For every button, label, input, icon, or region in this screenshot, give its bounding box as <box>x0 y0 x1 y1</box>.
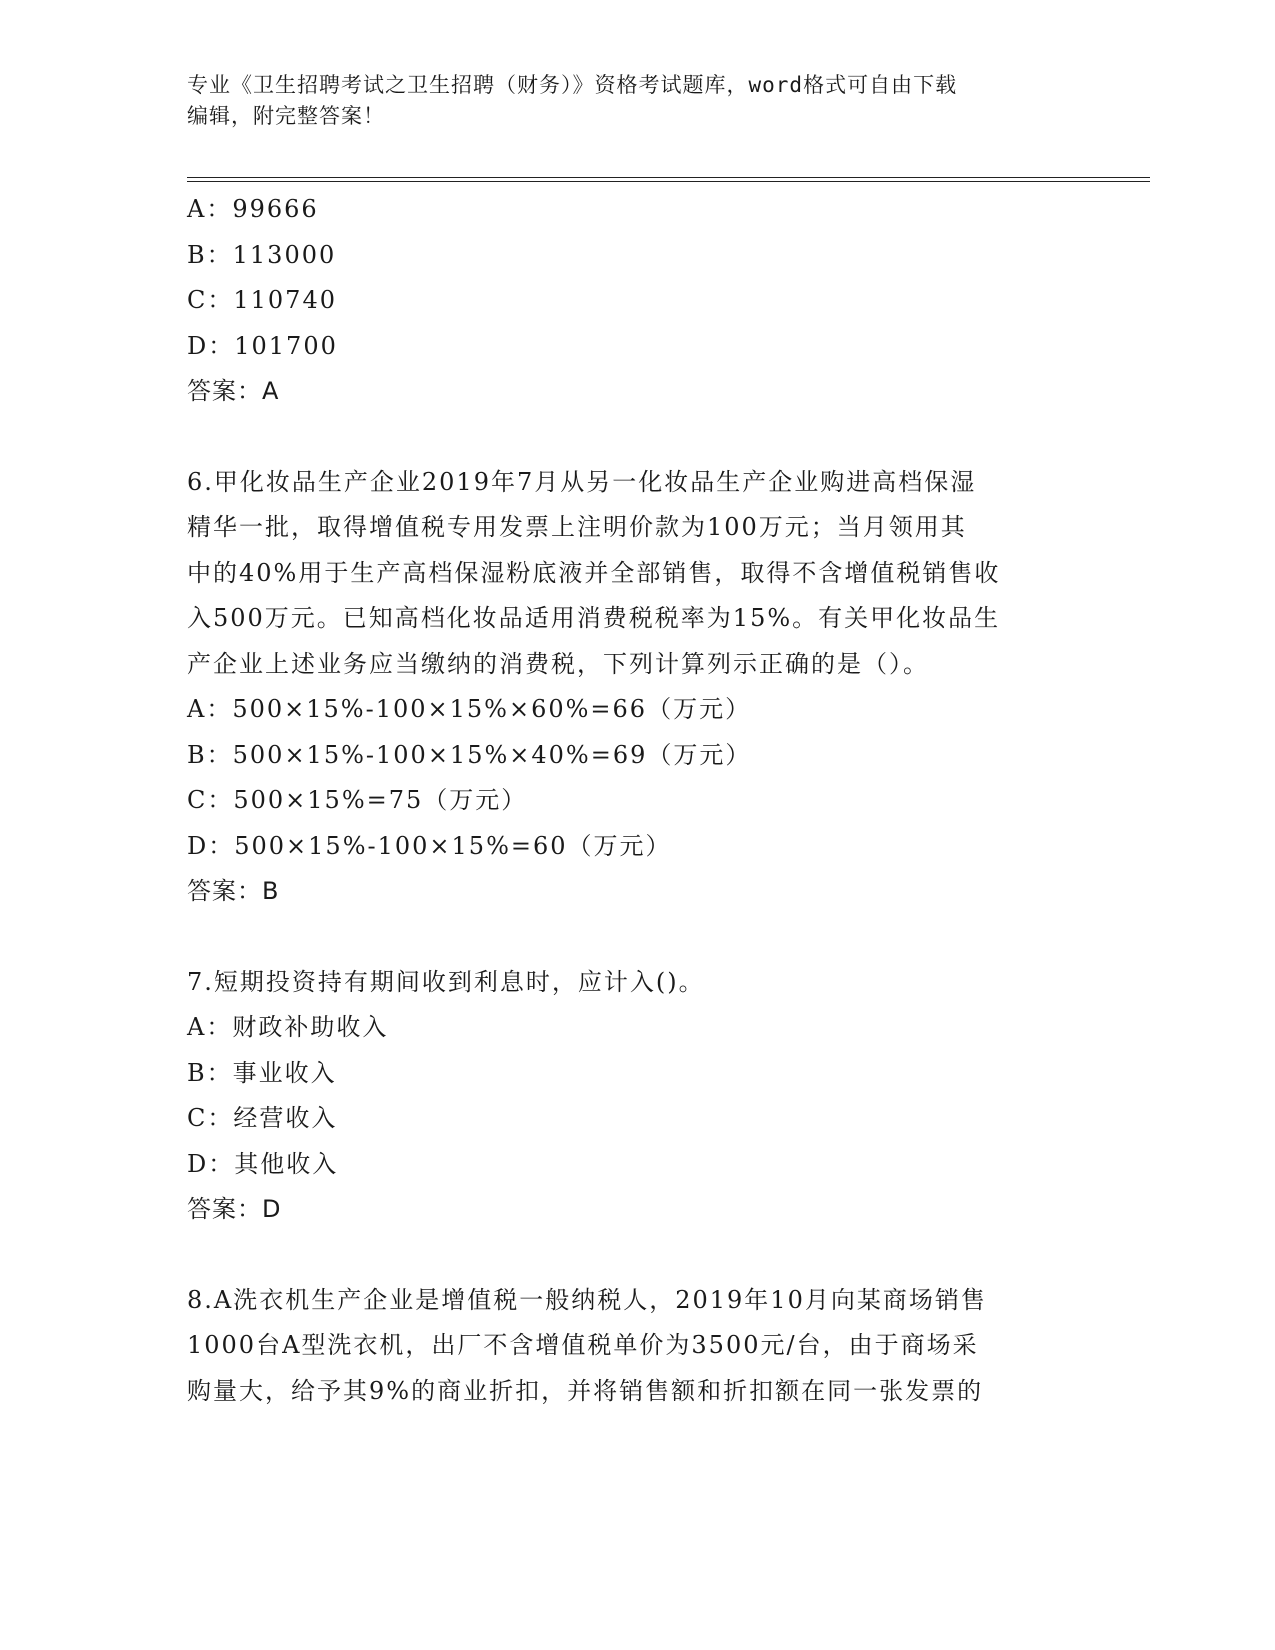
question-7 <box>187 960 1087 1233</box>
option-d: D：其他收入 <box>187 1149 339 1178</box>
option-c: C：500×15%=75（万元） <box>187 786 528 814</box>
option-a: A：99666 <box>187 195 319 223</box>
option-a: A：500×15%-100×15%×60%=66（万元） <box>187 695 752 723</box>
question-stem-line: 购量大，给予其9%的商业折扣，并将销售额和折扣额在同一张发票的 <box>187 1376 984 1405</box>
option-b: B：500×15%-100×15%×40%=69（万元） <box>187 740 752 769</box>
option-c: C：经营收入 <box>187 1104 338 1132</box>
page-header <box>187 70 1067 132</box>
question-stem-line: 精华一批，取得增值税专用发票上注明价款为100万元；当月领用其 <box>187 513 967 541</box>
question-stem-line: 中的40%用于生产高档保湿粉底液并全部销售，取得不含增值税销售收 <box>187 558 1001 587</box>
question-8 <box>187 1278 1087 1415</box>
option-d: D：500×15%-100×15%=60（万元） <box>187 831 672 860</box>
question-5-options <box>187 187 1087 415</box>
question-stem-line: 产企业上述业务应当缴纳的消费税，下列计算列示正确的是（）。 <box>187 649 929 678</box>
answer: 答案：D <box>187 1195 282 1223</box>
option-b: B：113000 <box>187 240 337 269</box>
question-stem-line: 1000台A型洗衣机，出厂不含增值税单价为3500元/台，由于商场采 <box>187 1331 979 1359</box>
header-line-1: 专业《卫生招聘考试之卫生招聘（财务）》资格考试题库，word格式可自由下载 <box>187 73 958 97</box>
question-content <box>187 187 1087 1414</box>
option-b: B：事业收入 <box>187 1058 337 1087</box>
option-a: A：财政补助收入 <box>187 1013 389 1041</box>
question-stem-line: 8.A洗衣机生产企业是增值税一般纳税人，2019年10月向某商场销售 <box>187 1285 987 1314</box>
question-stem-line: 入500万元。已知高档化妆品适用消费税税率为15%。有关甲化妆品生 <box>187 604 1001 632</box>
header-divider-top <box>187 177 1150 178</box>
answer: 答案：A <box>187 377 280 405</box>
option-c: C：110740 <box>187 286 337 314</box>
option-d: D：101700 <box>187 331 338 360</box>
question-stem-line: 7.短期投资持有期间收到利息时，应计入()。 <box>187 967 705 996</box>
header-line-2: 编辑，附完整答案！ <box>187 104 385 128</box>
header-divider-bottom <box>187 181 1150 182</box>
answer: 答案：B <box>187 877 280 905</box>
question-6 <box>187 460 1087 915</box>
question-stem-line: 6.甲化妆品生产企业2019年7月从另一化妆品生产企业购进高档保湿 <box>187 467 977 496</box>
